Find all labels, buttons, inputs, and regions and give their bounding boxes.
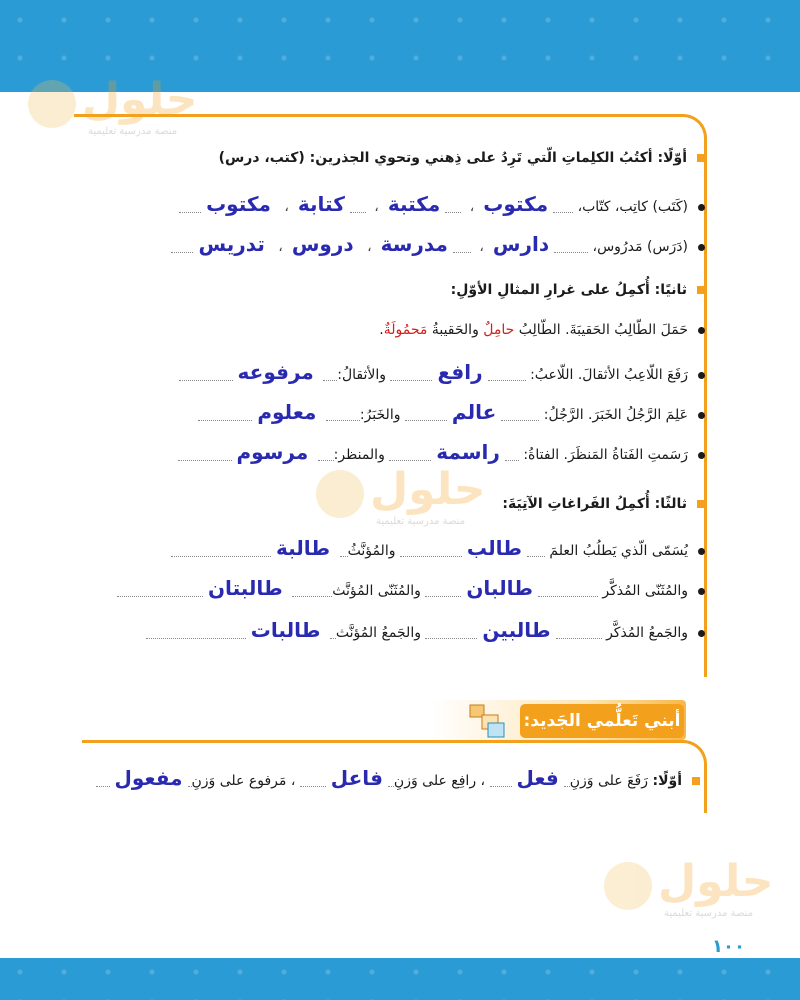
answer-word: مدرسة [380,232,448,256]
dot-bullet-icon [698,204,705,211]
answer-word: طالبين [482,618,551,642]
section3-row: والمُثَنّى المُذكَّر طالبان والمُثَنّى المُؤنَّث طالبتان [117,576,705,600]
section1-row-ktb: (كَتَب) كاتِب، كتّاب، مكتوب، مكتبة، كتابة، مكتوب [179,192,705,216]
seal-icon [604,862,652,910]
square-bullet-icon [697,154,705,162]
answer-word: مرسوم [236,440,309,464]
answer-word: رافع [437,360,483,384]
answer-word: معلوم [257,400,317,424]
square-bullet-icon [692,777,700,785]
answer-word: فعل [516,766,559,790]
answer-word: دارس [492,232,550,256]
section2-heading: ثانيًا: أُكمِلُ على غرارِ المثالِ الأوّلِ: [451,282,705,298]
answer-word: طالبات [250,618,321,642]
answer-word: طالب [466,536,522,560]
square-bullet-icon [697,500,705,508]
page-number: ١٠٠ [712,936,745,957]
dot-bullet-icon [698,244,705,251]
square-bullet-icon [697,286,705,294]
section3-heading: ثالثًا: أُكمِلُ الفَراغاتِ الآتِيَةَ: [502,496,705,512]
answer-word: مكتوب [483,192,549,216]
answer-word: راسمة [436,440,500,464]
section1-row-drs: (دَرَس) مَدرُوس، دارس، مدرسة، دروس، تدريس [171,232,705,256]
section3-row: يُسَمّى الّذي يَطلُبُ العلمَ طالب والمُؤنَّثُ طالبة [171,536,705,560]
bottom-banner [0,958,800,1000]
answer-word: دروس [291,232,354,256]
seal-icon [316,470,364,518]
answer-word: مفعول [114,766,183,790]
section2-row: رَسَمتِ الفَتاةُ المَنظَرَ. الفتاةُ: راسمة والمنظر: مرسوم [178,440,705,464]
dot-bullet-icon [698,452,705,459]
answer-word: طالبان [466,576,533,600]
section3-row: والجَمعُ المُذكَّر طالبين والجَمعُ المُؤنَّث طالبات [146,618,705,642]
seal-icon [28,80,76,128]
section2-row: رَفَعَ اللّاعِبُ الأثقالَ. اللّاعبُ: رافع والأثقالُ: مرفوعه [179,360,705,384]
section2-row: عَلِمَ الرَّجُلُ الخَبَرَ. الرَّجُلُ: عالم والخَبَرُ: معلوم [198,400,705,424]
dot-bullet-icon [698,327,705,334]
answer-word: طالبة [275,536,331,560]
answer-word: مكتبة [387,192,441,216]
cubes-icon [468,703,508,739]
answer-word: مرفوعه [237,360,314,384]
section1-heading: أوّلًا: أكتُبُ الكلِماتِ الّتي تَرِدُ على ذِهني وتحوي الجذرين: (كتب، درس) [219,150,705,166]
answer-word: فاعل [330,766,383,790]
answer-word: عالم [451,400,497,424]
dot-bullet-icon [698,412,705,419]
answer-word: تدريس [198,232,265,256]
dot-bullet-icon [698,630,705,637]
section2-example: حَمَلَ الطّالِبُ الحَقيبَةَ. الطّالِبُ حامِلٌ والحَقيبةُ مَحمُولَةٌ. [379,322,705,338]
new-learning-title: أبني تَعلُّمي الجَديد: [520,704,684,738]
answer-word: كتابة [297,192,345,216]
new-learning-line: أوّلًا: رَفَعَ على وَزنِفعل ، رافِع على وَزنِفاعل ، مَرفوع على وَزنِمفعول [96,766,700,790]
dot-bullet-icon [698,372,705,379]
dot-bullet-icon [698,588,705,595]
answer-word: طالبتان [207,576,283,600]
answer-word: مكتوب [206,192,271,216]
dot-bullet-icon [698,548,705,555]
